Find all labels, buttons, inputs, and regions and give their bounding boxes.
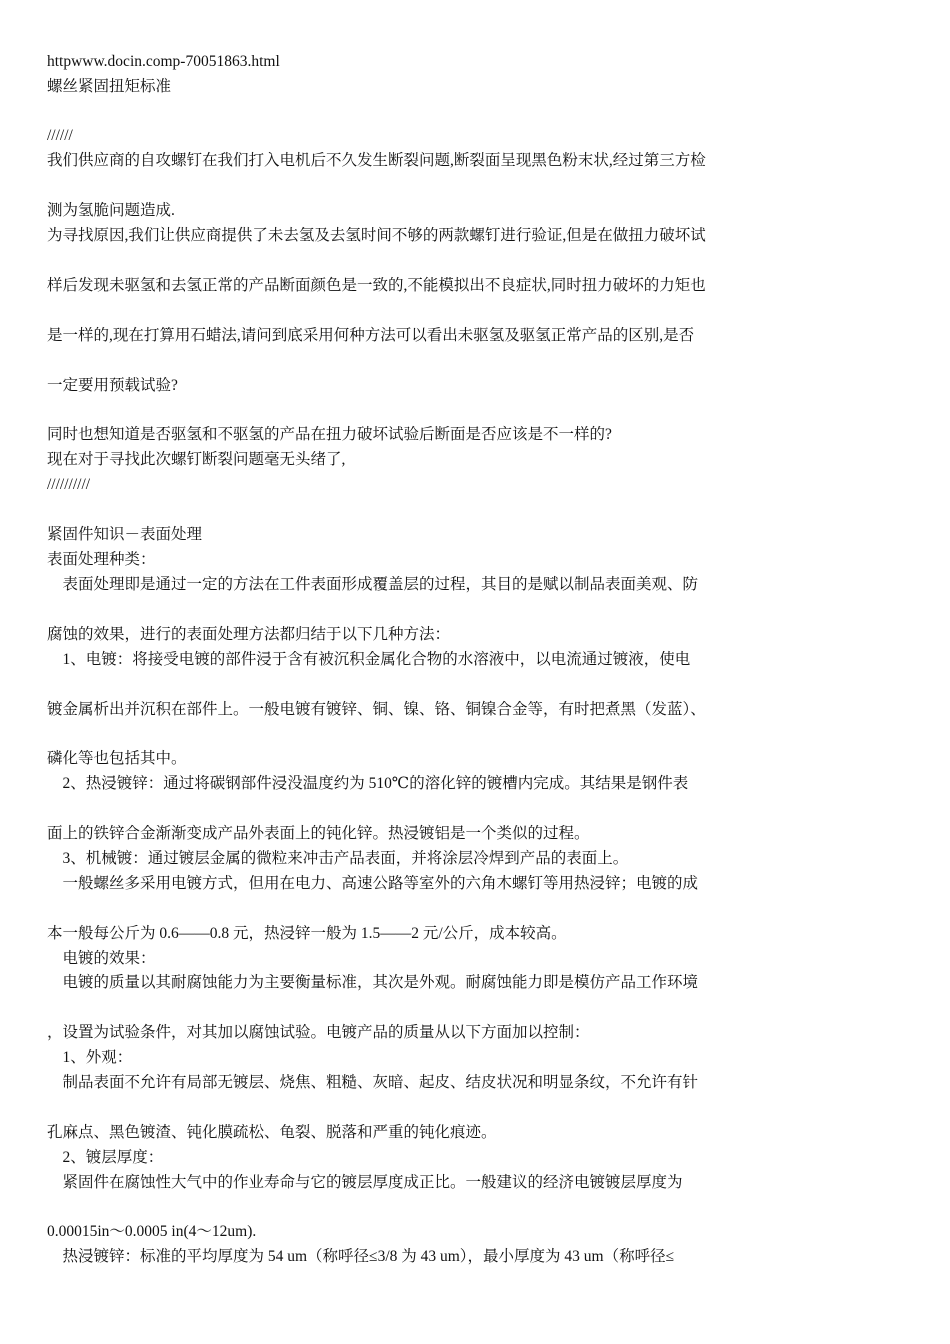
text-line: 镀金属析出并沉积在部件上。一般电镀有镀锌、铜、镍、铬、铜镍合金等，有时把煮黑（发蓝）、 — [47, 701, 706, 718]
text-line: 紧固件在腐蚀性大气中的作业寿命与它的镀层厚度成正比。一般建议的经济电镀镀层厚度为 — [47, 1174, 683, 1191]
text-line: 2、热浸镀锌：通过将碳钢部件浸没温度约为 510℃的溶化锌的镀槽内完成。其结果是钢件表 — [47, 775, 689, 792]
text-line: 一定要用预载试验? — [47, 377, 178, 394]
subsection-heading: 表面处理种类： — [47, 551, 156, 568]
text-line: 本一般每公斤为 0.6——0.8 元，热浸锌一般为 1.5——2 元/公斤，成本较高。 — [47, 925, 567, 942]
source-url-line: httpwww.docin.comp-70051863.html — [47, 53, 280, 70]
text-line: 我们供应商的自攻螺钉在我们打入电机后不久发生断裂问题,断裂面呈现黑色粉末状,经过第三方检 — [47, 152, 706, 169]
text-line: 表面处理即是通过一定的方法在工件表面形成覆盖层的过程，其目的是赋以制品表面美观、防 — [47, 576, 699, 593]
text-line: 是一样的,现在打算用石蜡法,请问到底采用何种方法可以看出未驱氢及驱氢正常产品的区别,是否 — [47, 327, 695, 344]
text-line: 电镀的质量以其耐腐蚀能力为主要衡量标准，其次是外观。耐腐蚀能力即是模仿产品工作环境 — [47, 974, 699, 991]
section-heading: 紧固件知识－表面处理 — [47, 526, 203, 543]
text-line: 为寻找原因,我们让供应商提供了未去氢及去氢时间不够的两款螺钉进行验证,但是在做扭力破坏试 — [47, 227, 706, 244]
subsection-heading: 1、外观： — [47, 1049, 133, 1066]
text-line: 3、机械镀：通过镀层金属的微粒来冲击产品表面，并将涂层冷焊到产品的表面上。 — [47, 850, 629, 867]
text-line: 孔麻点、黑色镀渣、钝化膜疏松、龟裂、脱落和严重的钝化痕迹。 — [47, 1124, 497, 1141]
text-line: 1、电镀：将接受电镀的部件浸于含有被沉积金属化合物的水溶液中，以电流通过镀液，使电 — [47, 651, 691, 668]
subsection-heading: 电镀的效果： — [47, 950, 156, 967]
text-line: 测为氢脆问题造成. — [47, 202, 175, 219]
text-line: 样后发现未驱氢和去氢正常的产品断面颜色是一致的,不能模拟出不良症状,同时扭力破坏的力矩也 — [47, 277, 706, 294]
text-line: 热浸镀锌：标准的平均厚度为 54 um（称呼径≤3/8 为 43 um），最小厚度为 43 um（称呼径≤ — [47, 1248, 675, 1265]
text-line: 一般螺丝多采用电镀方式，但用在电力、高速公路等室外的六角木螺钉等用热浸锌；电镀的成 — [47, 875, 699, 892]
text-line: ，设置为试验条件，对其加以腐蚀试验。电镀产品的质量从以下方面加以控制： — [47, 1024, 590, 1041]
document-title: 螺丝紧固扭矩标准 — [47, 78, 172, 95]
text-line: 现在对于寻找此次螺钉断裂问题毫无头绪了, — [47, 451, 346, 468]
text-line: 磷化等也包括其中。 — [47, 750, 187, 767]
separator-line: ////// — [47, 127, 73, 144]
text-line: 同时也想知道是否驱氢和不驱氢的产品在扭力破坏试验后断面是否应该是不一样的? — [47, 426, 612, 443]
text-line: 腐蚀的效果，进行的表面处理方法都归结于以下几种方法： — [47, 626, 451, 643]
text-line: 0.00015in～0.0005 in(4～12um). — [47, 1223, 257, 1240]
text-line: 制品表面不允许有局部无镀层、烧焦、粗糙、灰暗、起皮、结皮状况和明显条纹，不允许有针 — [47, 1074, 699, 1091]
subsection-heading: 2、镀层厚度： — [47, 1149, 164, 1166]
text-line: 面上的铁锌合金渐渐变成产品外表面上的钝化锌。热浸镀铝是一个类似的过程。 — [47, 825, 590, 842]
separator-line: ////////// — [47, 476, 91, 493]
